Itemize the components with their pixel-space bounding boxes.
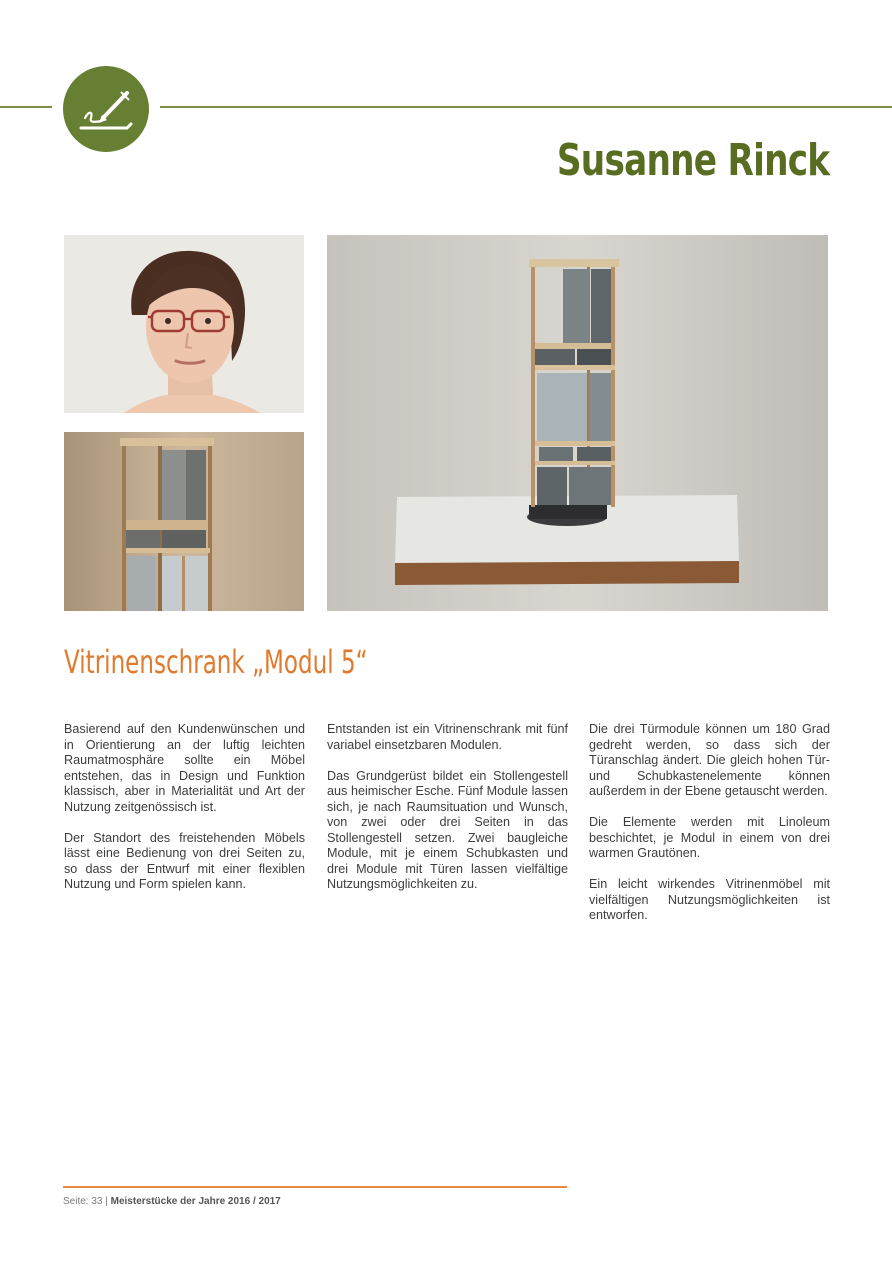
- page-number: Seite: 33 |: [63, 1196, 108, 1207]
- cabinet-detail-photo: [64, 432, 304, 611]
- paragraph: Ein leicht wirkendes Vitrinenmöbel mit vielfältigen Nutzungsmöglichkeiten ist entworfen.: [589, 877, 830, 922]
- page-footer: [63, 1195, 281, 1209]
- author-name: Susanne Rinck: [556, 135, 829, 186]
- portrait-photo: [64, 235, 304, 413]
- text-column-2: [327, 722, 568, 908]
- pen-on-board-icon: [63, 66, 149, 152]
- footer-rule: [63, 1186, 567, 1188]
- text-column-1: [64, 722, 305, 908]
- publication-title: Meisterstücke der Jahre 2016 / 2017: [110, 1196, 281, 1207]
- cabinet-model-photo: [327, 235, 828, 611]
- paragraph: Die drei Türmodule können um 180 Grad gedreht werden, so dass sich der Türanschlag ändert. Die gleich hohen Tür- und Schubkastenelemente können außerdem in der Ebene getauscht werden.: [589, 722, 830, 798]
- paragraph: Entstanden ist ein Vitrinenschrank mit fünf variabel einsetzbaren Modulen.: [327, 722, 568, 752]
- text-column-3: [589, 722, 830, 939]
- paragraph: Das Grundgerüst bildet ein Stollengestell aus heimischer Esche. Fünf Module lassen sich, je nach Raumsituation und Wunsch, von zwei oder drei Seiten in das Stollengestell setzen. Zwei baugleiche Module, mit je einem Schubkasten und drei Module mit Türen lassen vielfältige Nutzungsmöglichkeiten zu.: [327, 768, 568, 891]
- paragraph: Basierend auf den Kundenwünschen und in Orientierung an der luftig leichten Raumatmosphäre sollte ein Möbel entstehen, das in Design und Funktion klassisch, aber in Materialität und Art der Nutzung zeitgenössisch ist.: [64, 722, 305, 814]
- paragraph: Der Standort des freistehenden Möbels lässt eine Bedienung von drei Seiten zu, so dass der Entwurf mit einer flexiblen Nutzung und Form spielen kann.: [64, 830, 305, 891]
- paragraph: Die Elemente werden mit Linoleum beschichtet, je Modul in einem von drei warmen Grautönen.: [589, 815, 830, 860]
- header-rule-left: [0, 106, 52, 108]
- header-rule-right: [160, 106, 892, 108]
- product-title: Vitrinenschrank „Modul 5“: [64, 643, 368, 681]
